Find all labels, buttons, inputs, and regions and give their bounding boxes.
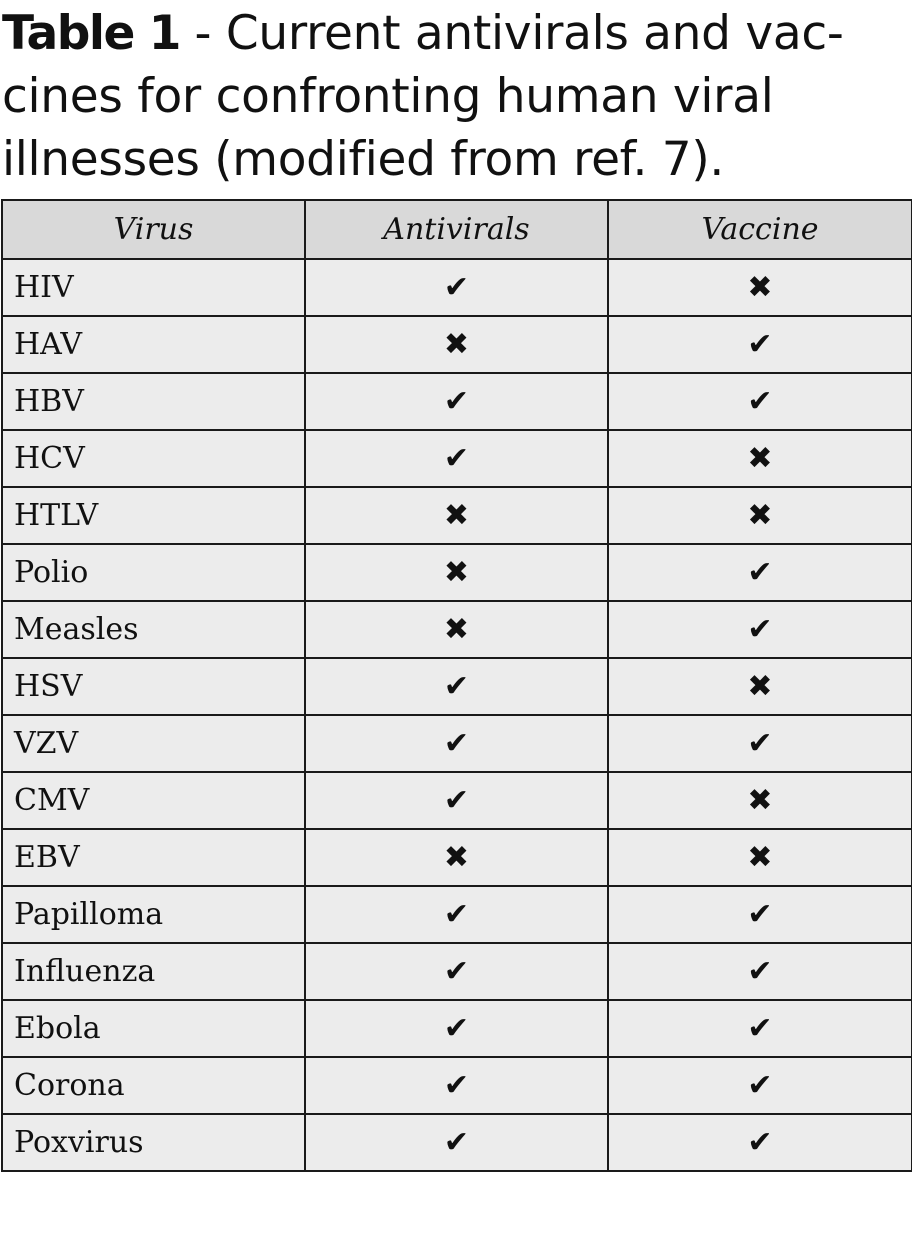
virus-cell: HAV — [2, 316, 305, 373]
antivirals-cell: ✔ — [305, 772, 608, 829]
antivirals-cell: ✔ — [305, 259, 608, 316]
virus-cell: CMV — [2, 772, 305, 829]
vaccine-cell: ✖ — [608, 487, 912, 544]
table-header-row — [2, 200, 912, 259]
antivirals-cell: ✖ — [305, 487, 608, 544]
table-row — [2, 658, 912, 715]
vaccine-cell: ✔ — [608, 601, 912, 658]
table-row — [2, 430, 912, 487]
vaccine-cell: ✔ — [608, 1000, 912, 1057]
antivirals-cell: ✔ — [305, 373, 608, 430]
antivirals-cell: ✔ — [305, 886, 608, 943]
vaccine-cell: ✔ — [608, 1057, 912, 1114]
virus-cell: HIV — [2, 259, 305, 316]
caption-label: Table 1 — [2, 6, 180, 61]
table-row — [2, 487, 912, 544]
table-row — [2, 601, 912, 658]
vaccine-cell: ✖ — [608, 430, 912, 487]
virus-cell: HBV — [2, 373, 305, 430]
antivirals-cell: ✔ — [305, 1000, 608, 1057]
table-row — [2, 259, 912, 316]
antivirals-cell: ✔ — [305, 1114, 608, 1171]
vaccine-cell: ✖ — [608, 829, 912, 886]
antivirals-cell: ✖ — [305, 544, 608, 601]
table-row — [2, 544, 912, 601]
table-row — [2, 1114, 912, 1171]
virus-cell: Corona — [2, 1057, 305, 1114]
vaccine-cell: ✔ — [608, 316, 912, 373]
caption-text: - Current antivirals and vac-cines for confronting human viral illnesses (modified from ref. 7). — [2, 6, 844, 187]
table-row — [2, 1057, 912, 1114]
vaccine-cell: ✔ — [608, 886, 912, 943]
antivirals-cell: ✔ — [305, 943, 608, 1000]
table-row — [2, 829, 912, 886]
vaccine-cell: ✔ — [608, 943, 912, 1000]
virus-cell: Measles — [2, 601, 305, 658]
virus-cell: Influenza — [2, 943, 305, 1000]
virus-table — [1, 199, 912, 1172]
antivirals-cell: ✖ — [305, 316, 608, 373]
table-body — [2, 259, 912, 1171]
vaccine-cell: ✔ — [608, 1114, 912, 1171]
vaccine-cell: ✖ — [608, 259, 912, 316]
table-row — [2, 373, 912, 430]
virus-cell: Papilloma — [2, 886, 305, 943]
vaccine-cell: ✔ — [608, 715, 912, 772]
antivirals-cell: ✔ — [305, 1057, 608, 1114]
virus-cell: HSV — [2, 658, 305, 715]
virus-cell: HTLV — [2, 487, 305, 544]
table-row — [2, 943, 912, 1000]
table-row — [2, 715, 912, 772]
vaccine-cell: ✖ — [608, 772, 912, 829]
header-antivirals: Antivirals — [305, 200, 608, 259]
table-row — [2, 772, 912, 829]
virus-cell: VZV — [2, 715, 305, 772]
table-row — [2, 316, 912, 373]
virus-cell: HCV — [2, 430, 305, 487]
virus-cell: EBV — [2, 829, 305, 886]
antivirals-cell: ✔ — [305, 430, 608, 487]
antivirals-cell: ✖ — [305, 829, 608, 886]
table-row — [2, 1000, 912, 1057]
virus-cell: Poxvirus — [2, 1114, 305, 1171]
vaccine-cell: ✔ — [608, 373, 912, 430]
antivirals-cell: ✔ — [305, 658, 608, 715]
header-vaccine: Vaccine — [608, 200, 912, 259]
virus-cell: Polio — [2, 544, 305, 601]
header-virus: Virus — [2, 200, 305, 259]
virus-cell: Ebola — [2, 1000, 305, 1057]
vaccine-cell: ✖ — [608, 658, 912, 715]
table-row — [2, 886, 912, 943]
antivirals-cell: ✖ — [305, 601, 608, 658]
vaccine-cell: ✔ — [608, 544, 912, 601]
antivirals-cell: ✔ — [305, 715, 608, 772]
table-caption — [2, 2, 910, 191]
